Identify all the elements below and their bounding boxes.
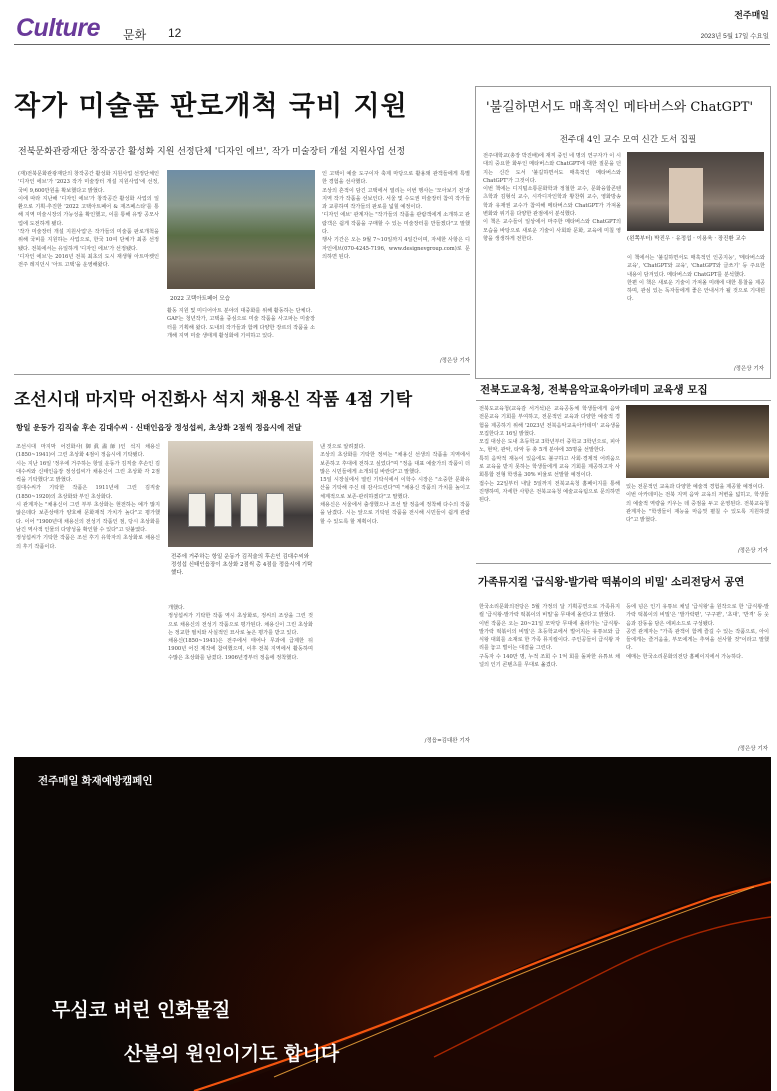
art1-col1: (재)전북문화관광재단의 창작공간 활성화 지원사업 선정단체인 '디자인 에브'가 '2023 작가 미술장터 개설 지원사업'에 선정, 국비 9,600만원을 확보했다고 밝혔다. 이에 따라 지난해 '디자인 에브'가 창작공간 활성화 사업의 일환으로 기획·추진한 '2022 고택아트페어 & 재즈페스타'를 통해 지역 미술시장의 가능성을 확인했고, 이를 통해 유망 공모사업에 도전하게 됐다. '작가 미술장터 개설 지원사업'은 작가들의 미술품 판로개척을 위해 국비를 지원하는 사업으로, 한국 10여 단체가 최종 선정됐다. 전북에서는 유일하게 '디자인 에브'가 선정됐다. '디자인 에브'는 2016년 전북 최초의 도시 재생형 아트마켓인 전주 레지던시 '아트 고택'을 운영해왔다. — [18, 171, 159, 269]
art4-photo — [626, 405, 769, 478]
art4-col2: 있는 전문적인 교육과 다양한 예술적 경험을 제공할 예정이다. 이번 아카데미는 전북 지역 음악 교육의 저변을 넓히고, 학생들의 예술적 역량을 키우는 데 중점을 두고 운영된다. 전북교육청 관계자는 "학생들이 재능을 마음껏 펼칠 수 있도록 지원하겠다"고 밝혔다. — [626, 484, 769, 524]
header-rule — [14, 44, 770, 45]
campaign-line-2: 산불의 원인이기도 합니다 — [124, 1043, 340, 1065]
art5-byline: /정은상 기자 — [737, 746, 768, 752]
art2-byline: /정은상 기자 — [733, 366, 764, 372]
page-number: 12 — [168, 26, 182, 40]
campaign-ad — [14, 757, 771, 1091]
masthead — [0, 0, 777, 46]
art3-photo-caption: 전주에 거주하는 항일 운동가 김직술의 후손인 김대수씨와 정성섭 신태인읍장이 초상화 2점씩 총 4점을 정읍시에 기탁했다. — [171, 554, 313, 576]
art3-photo-frame-4 — [266, 493, 284, 527]
art3-col2: 개했다. 정성섭씨가 기탁한 작품 역시 초상화로, 정씨의 조상을 그린 것으로 채용신의 전성기 작품으로 평가된다. 채용신이 그린 초상화는 정교한 필치와 사실적인 묘사로 높은 평가를 받고 있다. 채용신(1850~1941)은 전주에서 태어나 무과에 급제한 뒤 1900년 어진 제작에 참여했으며, 이후 전북 지역에서 활동하며 수많은 초상화를 남겼다. 1906년경부터 정읍에 정착했다. — [168, 605, 313, 661]
art3-top-rule — [14, 374, 470, 375]
art2-headline: '불길하면서도 매혹적인 메타버스와 ChatGPT' — [486, 100, 754, 115]
art5-top-rule — [476, 563, 771, 564]
art5-headline: 가족뮤지컬 '급식왕-발가락 떡볶이의 비밀' 소리전당서 공연 — [478, 576, 745, 588]
art1-byline: /정은상 기자 — [439, 358, 470, 364]
section-title-en: Culture — [16, 14, 100, 42]
art1-photo — [167, 170, 315, 289]
art1-photo-caption: 2022 고택아트페어 모습 — [170, 296, 230, 302]
art3-byline: /정읍=김대완 기자 — [424, 738, 470, 744]
art5-col1: 한국소리문화의전당은 5월 가정의 달 기획공연으로 가족뮤지컬 '급식왕-발가락 떡볶이의 비밀'을 무대에 올린다고 밝혔다. 이번 작품은 오는 20~21일 모악당 무대에 올라가는 '급식왕-발가락 떡볶이의 비밀'은 초등학교에서 벌어지는 유튜브와 급식왕 대회를 소재로 한 가족 뮤지컬이다. 주인공들이 급식왕 자리를 놓고 벌이는 대결을 그린다. 구독자 수 140만 명, 누적 조회 수 1억 회를 돌파한 유튜브 채널의 인기 콘텐츠를 무대로 옮겼다. — [479, 604, 620, 669]
art1-col2: 활동 지원 및 미디어아트 분야의 대중화를 위해 활동하는 단체다. GAF는 청년작가, 고택을 중심으로 미술 작품을 사고파는 미술장터를 기획해 왔다. 도내외 작가들과 함께 다양한 장르의 작품을 소개해 지역 미술 생태계 활성화에 기여하고 있다. — [167, 308, 315, 339]
art3-headline: 조선시대 마지막 어진화사 석지 채용신 작품 4점 기탁 — [14, 390, 413, 410]
art1-headline: 작가 미술품 판로개척 국비 지원 — [14, 91, 408, 122]
campaign-label: 전주매일 화재예방캠페인 — [38, 775, 153, 787]
art3-photo — [168, 441, 313, 547]
issue-date: 2023년 5월 17일 수요일 — [700, 33, 769, 40]
section-title-kr: 문화 — [123, 28, 147, 42]
art4-col1: 전북도교육청(교육감 서거석)은 교육공동체 학생들에게 음악 전문교육 기회를 부여하고, 전문적인 교육과 다양한 예술적 경험을 제공하기 위해 '2023년 전북음악교육아카데미' 교육생을 모집한다고 16일 밝혔다. 모집 대상은 도내 초등학교 3학년부터 중학교 3학년으로, 피아노, 현악, 관악, 타악 등 총 5개 분야에 35명을 선발한다. 특히 음악적 재능이 있음에도 불구하고 사회·경제적 어려움으로 교육을 받지 못하는 학생들에게 교육 기회를 제공하고자 사회통합 전형 학생을 30% 비율로 선발할 예정이다. 접수는 22일부터 내달 5일까지 전북교육청 홈페이지를 통해 진행하며, 자세한 사항은 전북교육청 예술교육팀으로 문의하면 된다. — [479, 406, 620, 504]
paper-name: 전주매일 — [734, 10, 769, 20]
art3-col1: 조선시대 마지막 어진화사(御眞畵師)인 석지 채용신(1850~1941)이 그린 초상화 4점이 정읍시에 기탁됐다. 시는 지난 16일 '정우에 거주하는 항일 운동가 김직술 후손인 김대수씨와 신태인읍장 정성섭씨가 채용신이 그린 초상화 각 2점씩을 기탁했다'고 밝혔다. 김대수씨가 기탁한 작품은 1911년에 그린 김직술(1850~1920)의 초상화와 부인 초상화다. 시 관계자는 "채용신이 그린 부부 초상화는 현전하는 예가 많지 않은데다 보존상태가 양호해 문화재적 가치가 높다"고 평가했다. 이어 "1900년대 채용신의 전성기 작품인 점, 당시 초상화를 남긴 역사적 인물의 다양성을 확인할 수 있다"고 덧붙였다. 정성섭씨가 기탁한 작품은 조선 후기 유학자의 초상화로 채용신의 후기 작품이다. — [16, 444, 160, 550]
art3-photo-frame-2 — [214, 493, 232, 527]
art2-col2: 이 책에서는 '불길하면서도 매혹적인 인공지능', '메타버스와 교육', 'ChatGPT와 교육', 'ChatGPT와 글쓰기' 등 주요한 내용이 담겨있다. 메타버스와 ChatGPT를 분석했다. 한편 이 책은 새로운 기술이 가져올 미래에 대한 통찰을 제공하며, 관심 있는 독자들에게 좋은 안내서가 될 것으로 기대된다. — [627, 255, 765, 303]
art1-subhead: 전북문화관광재단 창작공간 활성화 지원 선정단체 '디자인 에브', 작가 미술장터 개설 지원사업 선정 — [18, 147, 406, 157]
art5-col2: 등에 넘은 인기 유튜브 채널 '급식왕'을 원작으로 한 '급식왕-발가락 떡볶이의 비밀'은 '발가락편', '구구편', '초대', '반격' 등 웃음과 감동을 담은 에피소드로 구성됐다. 공연 관계자는 "가족 관객이 함께 즐길 수 있는 작품으로, 아이들에게는 즐거움을, 부모에게는 추억을 선사할 것"이라고 말했다. 예매는 한국소리문화의전당 홈페이지에서 가능하다. — [626, 604, 769, 660]
art4-byline: /정은상 기자 — [737, 548, 768, 554]
art3-photo-frame-3 — [240, 493, 258, 527]
art3-col3: 낸 것으로 알려졌다. 조상의 초상화를 기탁한 정씨는 "채용신 선생의 작품을 지역에서 보존하고 후대에 전하고 싶었다"며 "정읍 대표 예술가의 작품이 더 많은 시민들에게 소개되길 바란다"고 말했다. 15일 시장실에서 열린 기탁식에서 이학수 시장은 "소중한 문화유산을 기탁해 주신 데 감사드린다"며 "채용신 작품의 가치를 높이고 체계적으로 보존·관리하겠다"고 말했다. 채용신은 서울에서 출생했으나 조선 말 정읍에 정착해 다수의 작품을 남겼다. 시는 앞으로 기탁된 작품을 전시해 시민들이 쉽게 관람할 수 있도록 할 계획이다. — [320, 444, 470, 525]
art2-photo — [627, 152, 764, 231]
campaign-line-1: 무심코 버린 인화물질 — [52, 999, 231, 1021]
art2-photo-caption: (왼쪽부터) 박진우 · 유정섭 · 이용욱 · 장진환 교수 — [627, 236, 747, 242]
art2-subhead: 전주대 4인 교수 모여 신간 도서 집필 — [559, 135, 697, 145]
art2-col1: 전주대학교(총장 박진배)에 재직 중인 네 명의 연구자가 이 시대의 중요한 화두인 메타버스와 ChatGPT에 대한 질문을 던지는 신간 도서 '불길하면서도 매혹적인 메타버스와 ChatGPT'가 그것이다. 이번 책에는 디지털소통문화학과 정철한 교수, 문화융합콘텐츠학과 김형석 교수, 시각디자인학과 황찬휘 교수, 영화방송학과 유재권 교수가 참여해 메타버스와 ChatGPT가 가져올 변화와 위기를 다양한 관점에서 분석했다. 이 책은 교수들이 일상에서 마주한 메타버스와 ChatGPT의 모습을 바탕으로 새로운 기술이 사회와 문화, 교육에 미칠 영향을 생생하게 전한다. — [483, 153, 621, 242]
art4-headline: 전북도교육청, 전북음악교육아카데미 교육생 모집 — [480, 384, 708, 396]
art3-subhead: 항일 운동가 김직술 후손 김대수씨 · 신태인읍장 정성섭씨, 초상화 2점씩 정읍시에 전달 — [16, 423, 302, 432]
art2-photo-banner — [669, 168, 703, 223]
art3-photo-frame-1 — [188, 493, 206, 527]
art1-col3: 인 고택이 예술 도구이자 축제 마당으로 활용돼 관객들에게 특별한 경험을 선사했다. 조상의 흔적이 담긴 고택에서 열리는 이번 행사는 '모아보기 전'과 지역 작가 작품을 선보인다. 서울 및 수도권 미술장터 참여 작가들과 교류하며 작가들의 판로를 넓힐 예정이다. '디자인 에브' 관계자는 "작가들의 작품을 관람객에게 소개하고 관람객은 쉽게 작품을 구매할 수 있는 미술장터를 만들겠다"고 말했다. 행사 기간은 오는 9월 7~10일까지 4일간이며, 자세한 사항은 디자인에브(070-4245-7196, www.designevgroup.com)로 문의하면 된다. — [322, 171, 470, 260]
art4-top-rule — [476, 400, 771, 401]
